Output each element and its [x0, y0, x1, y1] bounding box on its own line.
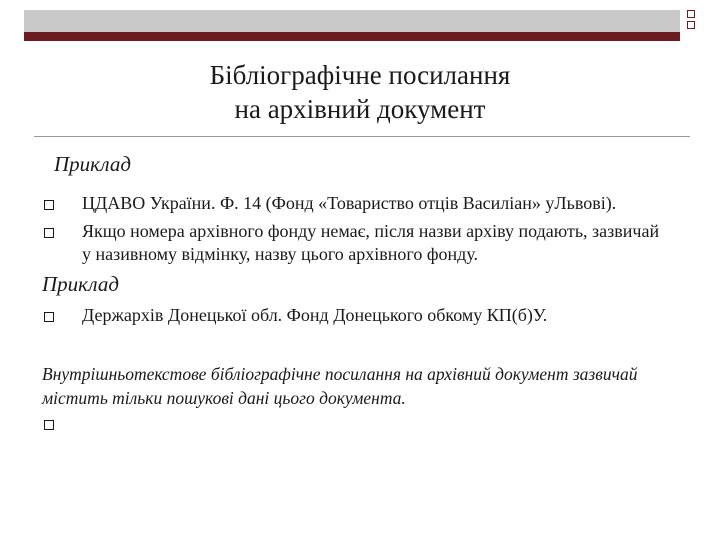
empty-bullet-square-icon [44, 420, 54, 430]
title-divider [34, 136, 690, 137]
corner-square-icon [687, 10, 695, 18]
bullet-square-icon [44, 312, 54, 322]
bullet-square-icon [44, 228, 54, 238]
example-label-1: Приклад [54, 152, 131, 176]
slide-title-line-1: Бібліографічне посилання [209, 60, 511, 90]
note-paragraph: Внутрішньотекстове бібліографічне посилання на архівний документ зазвичай містить тільки пошукові дані цього документа. [42, 364, 638, 408]
example-label-2: Приклад [42, 272, 119, 296]
corner-square-icon [687, 21, 695, 29]
bullet-square-icon [44, 200, 54, 210]
header-band-grey [24, 10, 680, 32]
bullet-text-3: Держархів Донецької обл. Фонд Донецького обкому КП(б)У. [82, 305, 548, 325]
bullet-text-1: ЦДАВО України. Ф. 14 (Фонд «Товариство отців Василіан» уЛьвові). [82, 193, 617, 213]
bullet-text-2: Якщо номера архівного фонду немає, після назви архіву подають, зазвичай у називному відмінку, назву цього архівного фонду. [82, 221, 660, 264]
header-band-maroon [24, 32, 680, 41]
slide-title-line-2: на архівний документ [234, 94, 486, 124]
slide-title [0, 58, 720, 126]
